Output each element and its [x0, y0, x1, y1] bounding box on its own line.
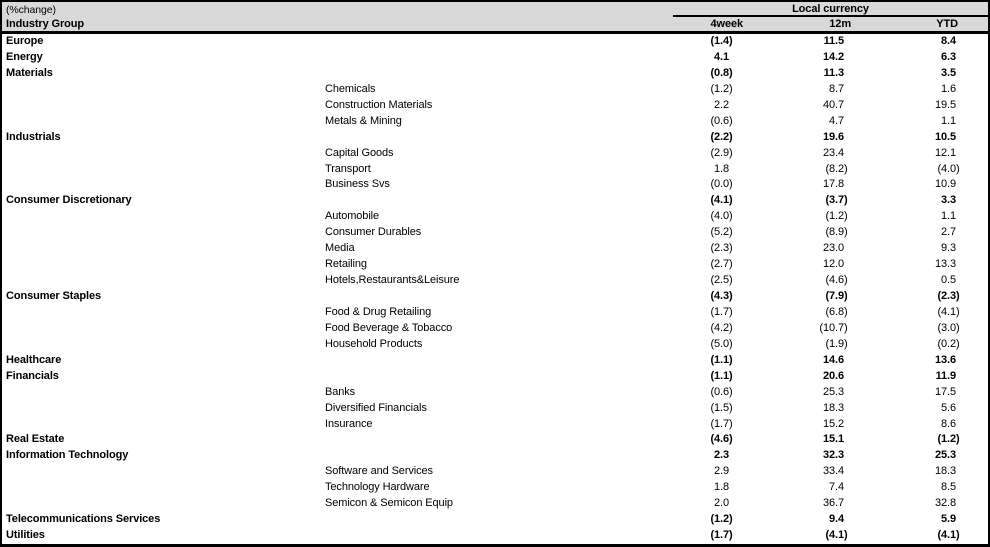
row-label: Energy	[6, 50, 43, 63]
value-ytd: 0.5	[941, 274, 956, 287]
value-4week: (1.2)	[710, 513, 733, 526]
value-4week: 2.2	[714, 98, 729, 111]
value-ytd: 12.1	[934, 146, 956, 159]
value-4week: (1.4)	[710, 35, 733, 47]
sub-industry-row	[2, 241, 988, 257]
value-12m: (8.9)	[825, 226, 848, 239]
table-header	[2, 2, 988, 34]
value-12m: 18.3	[822, 401, 844, 414]
value-ytd: 1.1	[941, 210, 956, 223]
row-label: Banks	[325, 385, 356, 398]
row-label: Technology Hardware	[325, 481, 430, 494]
value-12m: (1.9)	[825, 337, 848, 350]
value-ytd: 1.1	[941, 114, 956, 127]
row-label: Food Beverage & Tobacco	[325, 321, 453, 334]
value-12m: (4.6)	[825, 274, 848, 287]
row-label: Real Estate	[6, 433, 65, 446]
value-4week: 1.8	[714, 481, 729, 494]
value-12m: (6.8)	[825, 305, 848, 318]
value-ytd: 2.7	[941, 226, 956, 239]
value-12m: 11.5	[823, 35, 844, 47]
value-12m: (7.9)	[825, 290, 848, 302]
value-12m: 12.0	[822, 258, 844, 271]
value-4week: (4.0)	[710, 210, 733, 223]
industry-group-row	[2, 448, 988, 464]
row-label: Utilities	[6, 529, 45, 542]
value-ytd: 5.9	[941, 513, 956, 526]
value-ytd: (4.1)	[937, 305, 960, 318]
value-ytd: 17.5	[934, 385, 956, 398]
value-12m: 32.3	[822, 449, 844, 462]
row-label: Chemicals	[325, 82, 376, 95]
value-ytd: 5.6	[941, 401, 956, 414]
value-ytd: 11.9	[935, 369, 956, 382]
header-row-columns	[2, 17, 988, 31]
value-ytd: 8.6	[941, 417, 956, 430]
sub-industry-row	[2, 209, 988, 225]
value-12m: (1.2)	[825, 210, 848, 223]
value-12m: 14.6	[822, 353, 844, 366]
value-4week: (0.6)	[710, 114, 733, 127]
value-ytd: (2.3)	[937, 290, 960, 302]
row-label: Transport	[325, 162, 371, 175]
value-ytd: (3.0)	[937, 321, 960, 334]
value-4week: (4.6)	[710, 433, 733, 446]
row-label: Information Technology	[6, 449, 129, 462]
value-4week: (1.7)	[710, 529, 733, 542]
row-label: Capital Goods	[325, 146, 394, 159]
value-4week: (2.5)	[710, 274, 733, 287]
value-4week: (1.1)	[710, 369, 733, 382]
value-4week: (2.2)	[710, 130, 733, 143]
value-4week: (1.7)	[710, 417, 733, 430]
sub-industry-row	[2, 257, 988, 273]
value-4week: 2.0	[714, 497, 729, 510]
industry-group-row	[2, 432, 988, 448]
sub-industry-row	[2, 146, 988, 162]
value-ytd: 3.3	[941, 194, 956, 207]
value-4week: (1.2)	[710, 82, 733, 95]
row-label: Materials	[6, 66, 53, 79]
industry-group-row	[2, 193, 988, 209]
value-12m: 17.8	[822, 178, 844, 191]
row-label: Semicon & Semicon Equip	[325, 497, 453, 510]
row-label: Industrials	[6, 130, 61, 143]
value-12m: (3.7)	[825, 194, 848, 207]
value-4week: (5.0)	[710, 337, 733, 350]
value-12m: 8.7	[829, 82, 844, 95]
value-ytd: 1.6	[941, 82, 956, 95]
value-12m: 7.4	[829, 481, 844, 494]
value-4week: (1.1)	[710, 353, 733, 366]
sub-industry-row	[2, 321, 988, 337]
value-4week: (1.7)	[710, 305, 733, 318]
row-label: Healthcare	[6, 353, 62, 366]
value-12m: 11.3	[823, 66, 844, 79]
value-4week: (2.9)	[710, 146, 733, 159]
value-12m: 23.4	[822, 146, 844, 159]
value-4week: (0.0)	[710, 178, 733, 191]
value-12m: 19.6	[822, 130, 844, 143]
row-label: Media	[325, 242, 355, 255]
value-4week: (2.3)	[710, 242, 733, 255]
table-body	[2, 34, 988, 544]
sub-industry-row	[2, 225, 988, 241]
industry-group-row	[2, 34, 988, 50]
value-4week: 1.8	[714, 162, 729, 175]
sub-industry-row	[2, 464, 988, 480]
value-4week: (4.3)	[710, 290, 733, 302]
sub-industry-row	[2, 337, 988, 353]
sub-industry-row	[2, 385, 988, 401]
row-label: Consumer Durables	[325, 226, 422, 239]
value-ytd: 8.4	[941, 35, 956, 47]
row-label: Metals & Mining	[325, 114, 402, 127]
value-ytd: (1.2)	[937, 433, 960, 446]
value-ytd: 13.6	[934, 353, 956, 366]
value-12m: (8.2)	[825, 162, 848, 175]
value-12m: 23.0	[822, 242, 844, 255]
value-ytd: (4.1)	[937, 529, 960, 542]
row-label: Automobile	[325, 210, 380, 223]
value-4week: (4.2)	[710, 321, 733, 334]
industry-group-column-header: Industry Group	[6, 18, 85, 30]
value-ytd: 8.5	[941, 481, 956, 494]
industry-group-row	[2, 50, 988, 66]
row-label: Diversified Financials	[325, 401, 427, 414]
change-unit-label: (%change)	[6, 4, 56, 16]
value-ytd: (0.2)	[937, 337, 960, 350]
value-4week: 2.3	[714, 449, 729, 462]
sub-industry-row	[2, 401, 988, 417]
value-ytd: 19.5	[934, 98, 956, 111]
value-12m: 20.6	[822, 369, 844, 382]
value-4week: (0.8)	[710, 66, 733, 79]
industry-group-row	[2, 130, 988, 146]
value-ytd: 32.8	[934, 497, 956, 510]
value-ytd: 3.5	[941, 66, 956, 79]
value-12m: 40.7	[822, 98, 844, 111]
value-4week: (2.7)	[710, 258, 733, 271]
value-4week: (4.1)	[710, 194, 733, 207]
sub-industry-row	[2, 305, 988, 321]
value-12m: 15.2	[822, 417, 844, 430]
row-label: Construction Materials	[325, 98, 433, 111]
value-ytd: 25.3	[934, 449, 956, 462]
row-label: Consumer Staples	[6, 290, 101, 302]
value-4week: (1.5)	[710, 401, 733, 414]
row-label: Consumer Discretionary	[6, 194, 132, 207]
row-label: Insurance	[325, 417, 373, 430]
value-4week: (0.6)	[710, 385, 733, 398]
row-label: Financials	[6, 369, 59, 382]
value-12m: (4.1)	[825, 529, 848, 542]
value-12m: 15.1	[822, 433, 844, 446]
header-row-top	[2, 2, 988, 17]
sub-industry-row	[2, 98, 988, 114]
sub-industry-row	[2, 496, 988, 512]
value-4week: (5.2)	[710, 226, 733, 239]
value-4week: 2.9	[714, 465, 729, 478]
value-12m: 4.7	[829, 114, 844, 127]
value-12m: 36.7	[822, 497, 844, 510]
value-ytd: 9.3	[941, 242, 956, 255]
sub-industry-row	[2, 177, 988, 193]
value-ytd: 6.3	[941, 50, 956, 63]
sub-industry-row	[2, 417, 988, 433]
sub-industry-row	[2, 273, 988, 289]
value-12m: 9.4	[829, 513, 844, 526]
industry-group-row	[2, 512, 988, 528]
industry-group-row	[2, 369, 988, 385]
row-label: Telecommunications Services	[6, 513, 161, 526]
sub-industry-row	[2, 82, 988, 98]
sub-industry-row	[2, 162, 988, 178]
industry-group-row	[2, 528, 988, 544]
value-ytd: (4.0)	[937, 162, 960, 175]
value-12m: 25.3	[822, 385, 844, 398]
value-ytd: 18.3	[934, 465, 956, 478]
row-label: Hotels,Restaurants&Leisure	[325, 274, 460, 287]
value-12m: (10.7)	[819, 321, 848, 334]
row-label: Business Svs	[325, 178, 390, 191]
row-label: Food & Drug Retailing	[325, 305, 432, 318]
column-header-12m: 12m	[829, 18, 851, 30]
value-12m: 33.4	[822, 465, 844, 478]
value-ytd: 10.9	[934, 178, 956, 191]
row-label: Software and Services	[325, 465, 433, 478]
local-currency-header: Local currency	[673, 2, 988, 17]
sub-industry-row	[2, 480, 988, 496]
industry-group-row	[2, 289, 988, 305]
value-12m: 14.2	[822, 50, 844, 63]
industry-group-row	[2, 66, 988, 82]
industry-group-row	[2, 353, 988, 369]
value-4week: 4.1	[714, 50, 729, 63]
row-label: Household Products	[325, 337, 423, 350]
row-label: Europe	[6, 35, 44, 47]
value-ytd: 13.3	[934, 258, 956, 271]
sub-industry-row	[2, 114, 988, 130]
column-header-ytd: YTD	[936, 18, 958, 30]
value-ytd: 10.5	[934, 130, 956, 143]
column-header-4week: 4week	[710, 18, 743, 30]
row-label: Retailing	[325, 258, 367, 271]
